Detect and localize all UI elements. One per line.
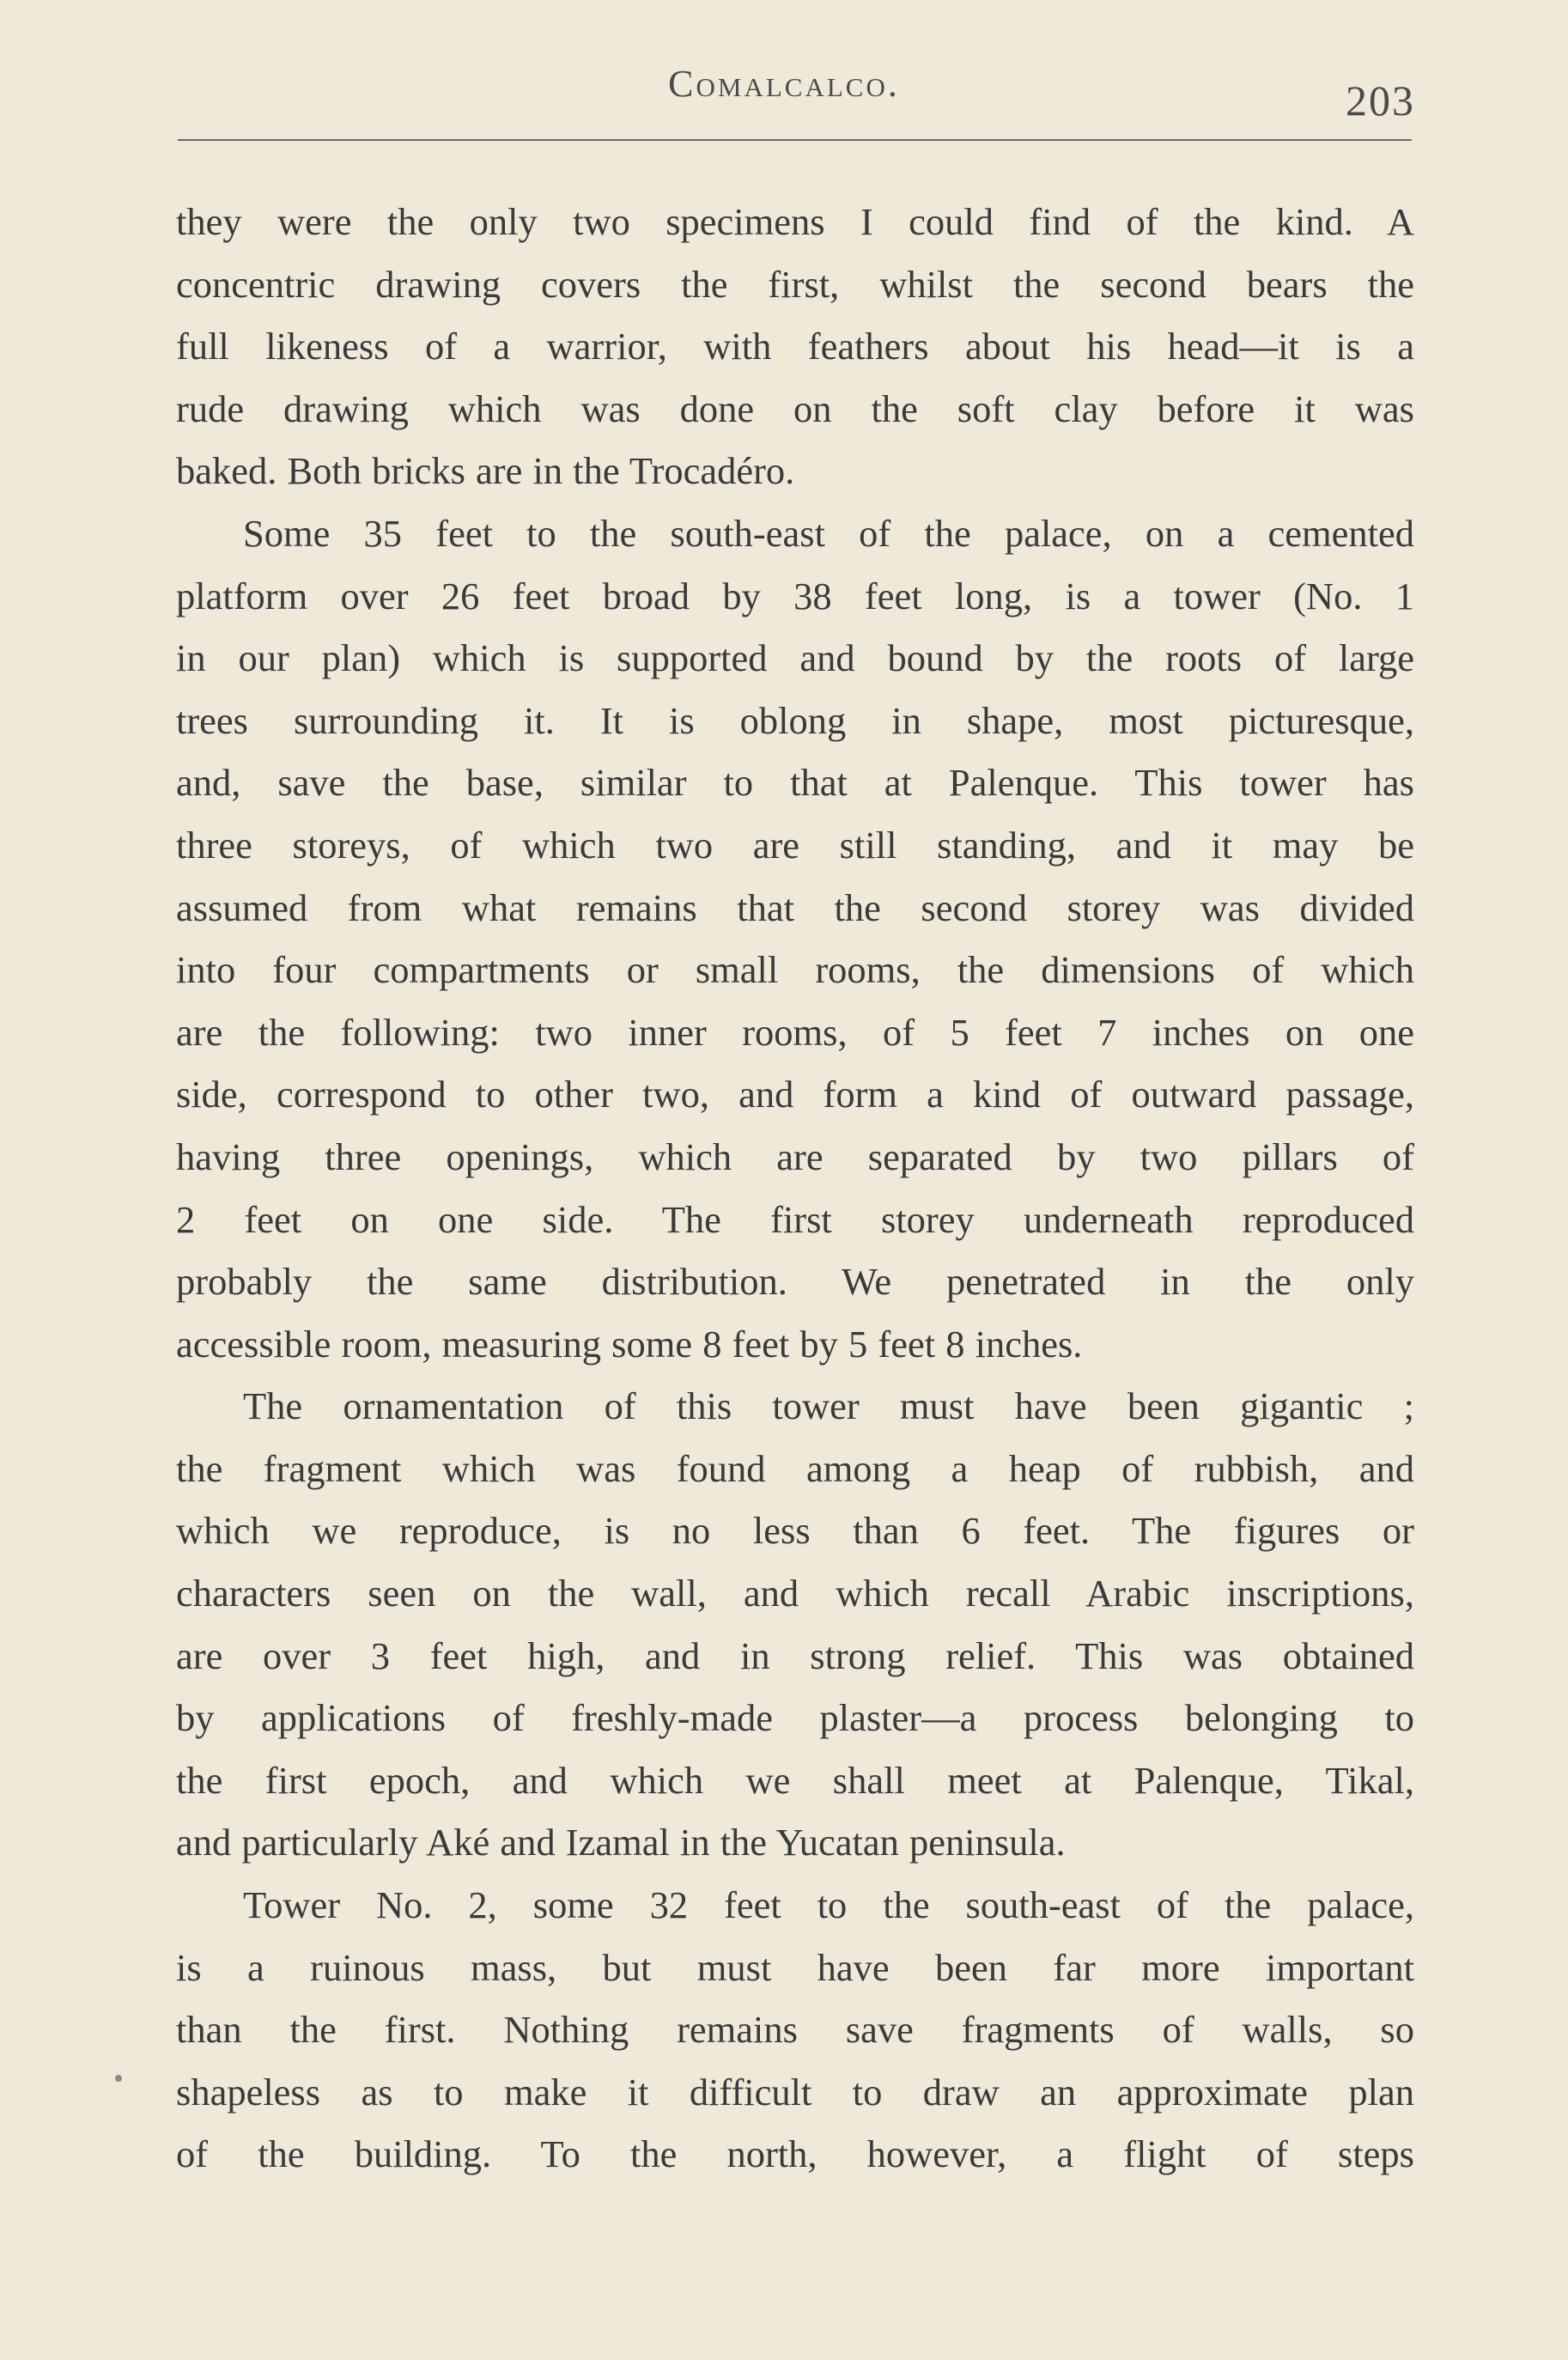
text-line: the first epoch, and which we shall meet at Palenque, Tikal,	[176, 1758, 1414, 1802]
text-line: rude drawing which was done on the soft clay before it was	[176, 386, 1414, 430]
running-title: Comalcalco.	[668, 63, 900, 105]
text-line: platform over 26 feet broad by 38 feet long, is a tower (No. 1	[176, 574, 1414, 617]
running-head	[0, 62, 1568, 125]
text-line: are the following: two inner rooms, of 5 feet 7 inches on one	[176, 1010, 1414, 1054]
text-line: and particularly Aké and Izamal in the Yucatan peninsula.	[176, 1821, 1066, 1864]
text-line: the fragment which was found among a heap of rubbish, and	[176, 1446, 1414, 1490]
text-line: side, correspond to other two, and form a kind of outward passage,	[176, 1073, 1414, 1116]
text-line: characters seen on the wall, and which recall Arabic inscriptions,	[176, 1572, 1414, 1615]
text-line: full likeness of a warrior, with feathers about his head—it is a	[176, 325, 1414, 368]
text-line: which we reproduce, is no less than 6 feet. The figures or	[176, 1509, 1414, 1553]
text-line: trees surrounding it. It is oblong in shape, most picturesque,	[176, 698, 1414, 742]
text-line: of the building. To the north, however, a flight of steps	[176, 2132, 1414, 2176]
text-line: concentric drawing covers the first, whilst the second bears the	[176, 262, 1414, 306]
text-line: are over 3 feet high, and in strong relief. This was obtained	[176, 1633, 1414, 1677]
header-rule	[178, 139, 1412, 141]
text-line: shapeless as to make it difficult to draw an approximate plan	[176, 2070, 1414, 2114]
text-line: into four compartments or small rooms, the dimensions of which	[176, 948, 1414, 992]
text-line: assumed from what remains that the second storey was divided	[176, 885, 1414, 929]
text-line: they were the only two specimens I could find of the kind. A	[176, 200, 1414, 243]
margin-dot-mark	[115, 2075, 122, 2082]
text-line: in our plan) which is supported and bound by the roots of large	[176, 636, 1414, 680]
text-line: baked. Both bricks are in the Trocadéro.	[176, 449, 795, 493]
text-line: accessible room, measuring some 8 feet by 5 feet 8 inches.	[176, 1322, 1083, 1366]
text-line: Tower No. 2, some 32 feet to the south-east of the palace,	[243, 1883, 1414, 1927]
paragraph-4	[176, 1874, 1414, 2186]
text-line: 2 feet on one side. The first storey underneath reproduced	[176, 1197, 1414, 1241]
text-line: by applications of freshly-made plaster—a process belonging to	[176, 1696, 1414, 1740]
body-text	[176, 191, 1414, 2186]
paragraph-1	[176, 191, 1414, 502]
text-line: Some 35 feet to the south-east of the palace, on a cemented	[243, 511, 1414, 555]
text-line: is a ruinous mass, but must have been far more important	[176, 1945, 1414, 1989]
text-line: probably the same distribution. We penetrated in the only	[176, 1260, 1414, 1304]
text-line: three storeys, of which two are still standing, and it may be	[176, 823, 1414, 867]
text-line: having three openings, which are separated by two pillars of	[176, 1134, 1414, 1178]
paragraph-2	[176, 502, 1414, 1375]
text-line: and, save the base, similar to that at Palenque. This tower has	[176, 761, 1414, 805]
text-line: The ornamentation of this tower must have been gigantic ;	[243, 1384, 1414, 1428]
paragraph-3	[176, 1375, 1414, 1874]
text-line: than the first. Nothing remains save fragments of walls, so	[176, 2008, 1414, 2052]
page-number: 203	[1346, 76, 1415, 125]
